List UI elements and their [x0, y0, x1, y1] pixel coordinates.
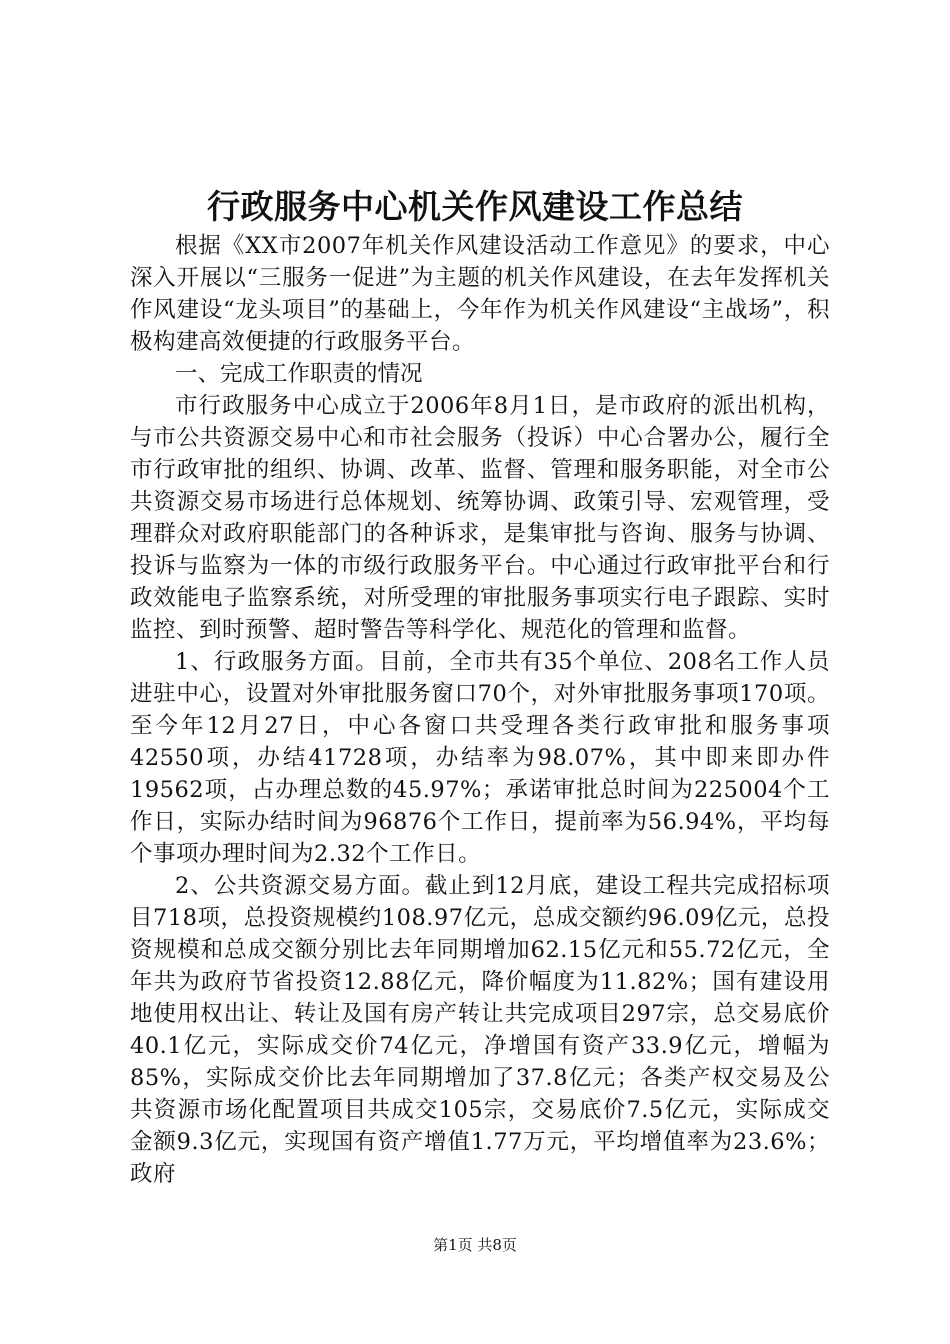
section-heading: 一、完成工作职责的情况: [175, 361, 423, 387]
body-paragraph: 市行政服务中心成立于2006年8月1日，是市政府的派出机构，与市公共资源交易中心和市社会服务（投诉）中心合署办公，履行全市行政审批的组织、协调、改革、监督、管理和服务职能，对全市公共资源交易市场进行总体规划、统筹协调、政策引导、宏观管理，受理群众对政府职能部门的各种诉求，是集审批与咨询、服务与协调、投诉与监察为一体的市级行政服务平台。中心通过行政审批平台和行政效能电子监察系统，对所受理的审批服务事项实行电子跟踪、实时监控、到时预警、超时警告等科学化、规范化的管理和监督。: [130, 393, 830, 643]
body-paragraph: 2、公共资源交易方面。截止到12月底，建设工程共完成招标项目718项，总投资规模约108.97亿元，总成交额约96.09亿元，总投资规模和总成交额分别比去年同期增加62.15亿元和55.72亿元，全年共为政府节省投资12.88亿元，降价幅度为11.82%；国有建设用地使用权出让、转让及国有房产转让共完成项目297宗，总交易底价40.1亿元，实际成交价74亿元，净增国有资产33.9亿元，增幅为85%，实际成交价比去年同期增加了37.8亿元；各类产权交易及公共资源市场化配置项目共成交105宗，交易底价7.5亿元，实际成交金额9.3亿元，实现国有资产增值1.77万元，平均增值率为23.6%；政府: [130, 873, 830, 1187]
document-body: [130, 230, 830, 1190]
body-paragraph: 1、行政服务方面。目前，全市共有35个单位、208名工作人员进驻中心，设置对外审批服务窗口70个，对外审批服务事项170项。至今年12月27日，中心各窗口共受理各类行政审批和服务事项42550项，办结41728项，办结率为98.07%，其中即来即办件19562项，占办理总数的45.97%；承诺审批总时间为225004个工作日，实际办结时间为96876个工作日，提前率为56.94%，平均每个事项办理时间为2.32个工作日。: [130, 649, 830, 867]
intro-paragraph: 根据《XX市2007年机关作风建设活动工作意见》的要求，中心深入开展以“三服务一促进”为主题的机关作风建设，在去年发挥机关作风建设“龙头项目”的基础上，今年作为机关作风建设“主战场”，积极构建高效便捷的行政服务平台。: [130, 233, 830, 355]
page-footer: 第1页 共8页: [433, 1236, 517, 1254]
document-title: 行政服务中心机关作风建设工作总结: [207, 187, 743, 226]
